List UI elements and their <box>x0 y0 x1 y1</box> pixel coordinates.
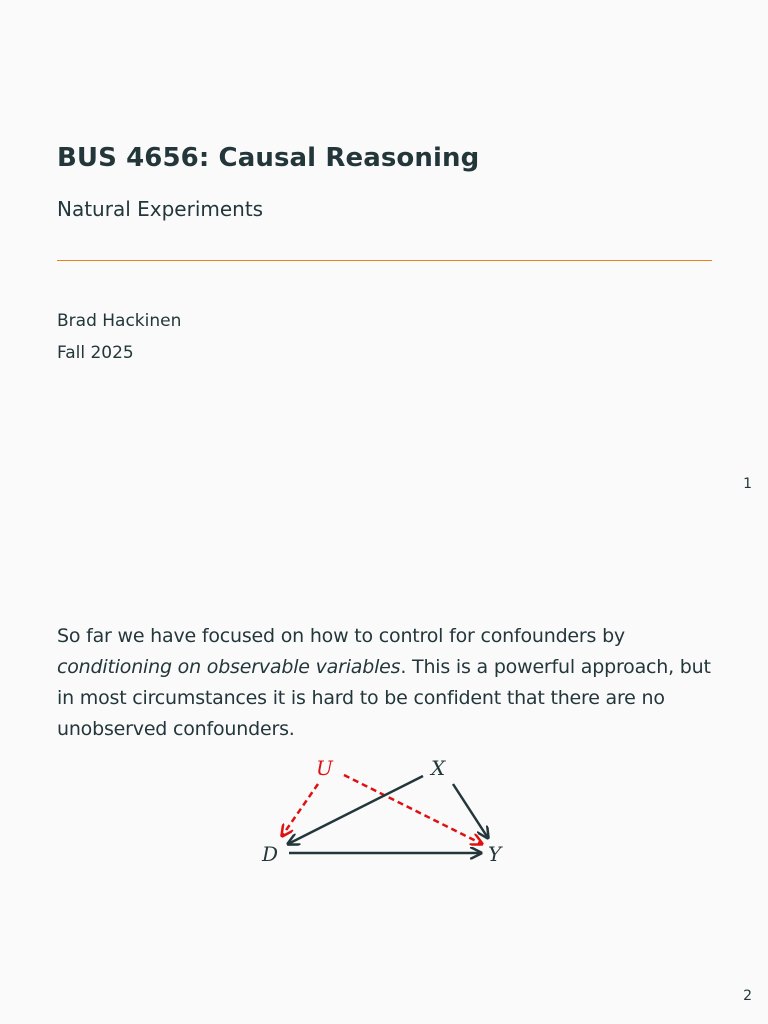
content-slide <box>0 512 768 1024</box>
title-divider <box>57 260 712 261</box>
edge-u-to-d <box>282 784 318 836</box>
edge-x-to-d <box>288 776 423 844</box>
slide-subtitle: Natural Experiments <box>57 197 264 221</box>
author-name: Brad Hackinen <box>57 311 182 331</box>
slide-title: BUS 4656: Causal Reasoning <box>57 143 480 173</box>
body-text-emphasis: conditioning on observable variables <box>57 656 401 678</box>
edge-x-to-y <box>453 784 488 838</box>
presentation-date: Fall 2025 <box>57 343 134 363</box>
node-y: Y <box>488 842 502 866</box>
edge-u-to-y <box>344 775 482 844</box>
body-text-end: . This is a powerful approach, but in most circumstances it is hard to be confident that there are no unobserved confounders. <box>57 656 711 740</box>
page-number: 2 <box>743 988 752 1004</box>
node-x: X <box>431 756 446 780</box>
node-d: D <box>262 842 279 866</box>
page-number: 1 <box>743 476 752 492</box>
causal-dag-diagram <box>0 512 768 1024</box>
body-text-start: So far we have focused on how to control for confounders by <box>57 625 625 647</box>
node-u: U <box>316 756 333 780</box>
